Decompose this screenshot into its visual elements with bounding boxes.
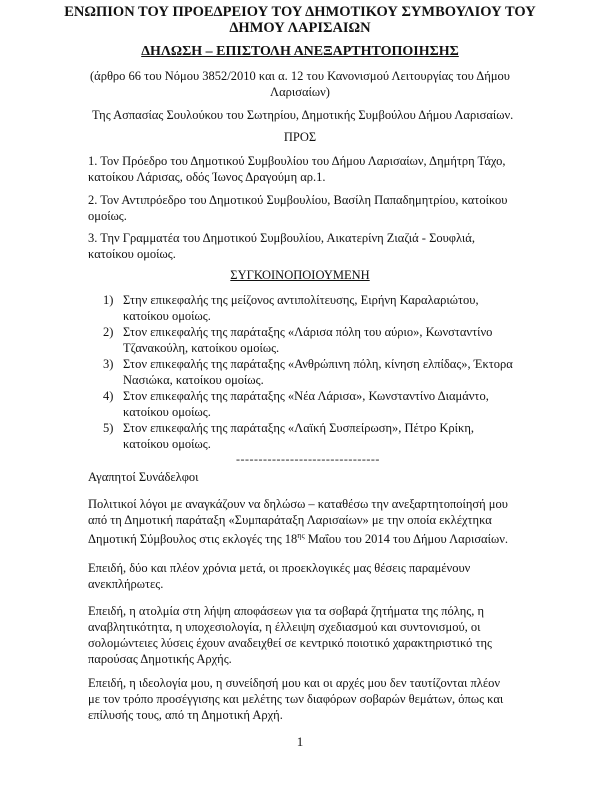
p1-line-3 bbox=[88, 528, 526, 547]
body-paragraph-4 bbox=[88, 675, 526, 723]
p3-line-4: παρούσας Δημοτικής Αρχής. bbox=[88, 652, 232, 666]
body-paragraph-2 bbox=[88, 560, 526, 592]
recipient-3-line-1: 3. Την Γραμματέα του Δημοτικού Συμβουλίου, Αικατερίνη Ζιαζιά - Σουφλιά, bbox=[88, 231, 475, 245]
p2-line-2: ανεκπλήρωτες. bbox=[88, 577, 164, 591]
cc-item-line-2: κατοίκου ομοίως. bbox=[123, 437, 211, 451]
cc-item-5 bbox=[103, 420, 526, 452]
to-heading: ΠΡΟΣ bbox=[283, 130, 317, 144]
cc-item-number: 5) bbox=[103, 421, 114, 435]
p1-line-2: από τη Δημοτική παράταξη «Συμπαράταξη Λαρισαίων» με την οποία εκλέχτηκα bbox=[88, 513, 492, 527]
legal-reference-line-1: (άρθρο 66 του Νόμου 3852/2010 και α. 12 του Κανονισμού Λειτουργίας του Δήμου bbox=[90, 69, 510, 83]
p1-line-1: Πολιτικοί λόγοι με αναγκάζουν να δηλώσω – καταθέσω την ανεξαρτητοποίησή μου bbox=[88, 497, 508, 511]
page-number: 1 bbox=[296, 734, 304, 749]
p3-line-3: σολομώντειες λύσεις έχουν αναδειχθεί σε κεντρικό ποιοτικό χαρακτηριστικό της bbox=[88, 636, 492, 650]
recipient-2-line-1: 2. Τον Αντιπρόεδρο του Δημοτικού Συμβουλίου, Βασίλη Παπαδημητρίου, κατοίκου bbox=[88, 193, 508, 207]
cc-item-line-2: Τζανακούλη, κατοίκου ομοίως. bbox=[123, 341, 280, 355]
p3-line-2: αναβλητικότητα, η υποχεσιολογία, η έλλειψη σχεδιασμού και συντονισμού, οι bbox=[88, 620, 481, 634]
cc-item-number: 1) bbox=[103, 293, 114, 307]
cc-item-4 bbox=[103, 388, 526, 420]
cc-item-line-2: κατοίκου ομοίως. bbox=[123, 309, 211, 323]
document-subtitle: ΔΗΛΩΣΗ – ΕΠΙΣΤΟΛΗ ΑΝΕΞΑΡΤΗΤΟΠΟΙΗΣΗΣ bbox=[141, 44, 459, 59]
recipient-3 bbox=[88, 230, 526, 262]
recipient-1-line-1: 1. Τον Πρόεδρο του Δημοτικού Συμβουλίου του Δήμου Λαρισαίων, Δημήτρη Τάχο, bbox=[88, 154, 506, 168]
recipient-2 bbox=[88, 192, 526, 224]
cc-heading: ΣΥΓΚΟΙΝΟΠΟΙΟΥΜΕΝΗ bbox=[230, 268, 370, 282]
recipient-1-line-2: κατοίκου Λάρισας, οδός Ίωνος Δραγούμη αρ.1. bbox=[88, 170, 326, 184]
p4-line-2: με τον τρόπο προσέγγισης και μελέτης των διαφόρων σοβαρών θεμάτων, όπως και bbox=[88, 692, 504, 706]
cc-item-line-1: Στον επικεφαλής της παράταξης «Λαϊκή Συσπείρωση», Πέτρο Κρίκη, bbox=[123, 421, 474, 435]
cc-item-line-2: Νασιώκα, κατοίκου ομοίως. bbox=[123, 373, 264, 387]
document-header bbox=[60, 4, 540, 36]
cc-item-3 bbox=[103, 356, 526, 388]
cc-item-2 bbox=[103, 324, 526, 356]
cc-item-number: 2) bbox=[103, 325, 114, 339]
cc-item-line-2: κατοίκου ομοίως. bbox=[123, 405, 211, 419]
recipient-2-line-2: ομοίως. bbox=[88, 209, 127, 223]
cc-item-line-1: Στον επικεφαλής της παράταξης «Νέα Λάρισα», Κωνσταντίνο Διαμάντο, bbox=[123, 389, 489, 403]
p1-line-3-text: Δημοτική Σύμβουλος στις εκλογές της 18 bbox=[88, 532, 298, 547]
cc-item-line-1: Στον επικεφαλής της παράταξης «Λάρισα πόλη του αύριο», Κωνσταντίνο bbox=[123, 325, 493, 339]
p2-line-1: Επειδή, δύο και πλέον χρόνια μετά, οι προεκλογικές μας θέσεις παραμένουν bbox=[88, 561, 471, 575]
legal-reference-line-2: Λαρισαίων) bbox=[270, 85, 330, 99]
ordinal-suffix: ης bbox=[297, 531, 305, 540]
recipient-3-line-2: κατοίκου ομοίως. bbox=[88, 247, 176, 261]
header-line-2: ΔΗΜΟΥ ΛΑΡΙΣΑΙΩΝ bbox=[229, 20, 371, 36]
p3-line-1: Επειδή, η ατολμία στη λήψη αποφάσεων για τα σοβαρά ζητήματα της πόλης, η bbox=[88, 604, 485, 618]
legal-reference bbox=[60, 68, 540, 100]
p4-line-3: επίλυσής τους, από τη Δημοτική Αρχή. bbox=[88, 708, 283, 722]
body-paragraph-3 bbox=[88, 603, 526, 667]
separator-line: -------------------------------- bbox=[236, 452, 380, 466]
greeting: Αγαπητοί Συνάδελφοι bbox=[88, 470, 199, 484]
cc-item-number: 3) bbox=[103, 357, 114, 371]
cc-item-number: 4) bbox=[103, 389, 114, 403]
cc-item-line-1: Στον επικεφαλής της παράταξης «Ανθρώπινη πόλη, κίνηση ελπίδας», Έκτορα bbox=[123, 357, 513, 371]
body-paragraph-1 bbox=[88, 496, 526, 547]
p1-line-3-tail: Μαΐου του 2014 του Δήμου Λαρισαίων. bbox=[304, 532, 508, 547]
header-line-1: ΕΝΩΠΙΟΝ ΤΟΥ ΠΡΟΕΔΡΕΙΟΥ ΤΟΥ ΔΗΜΟΤΙΚΟΥ ΣΥΜΒΟΥΛΙΟΥ ΤΟΥ bbox=[64, 4, 536, 20]
recipient-1 bbox=[88, 153, 526, 185]
from-line: Της Ασπασίας Σουλούκου του Σωτηρίου, Δημοτικής Συμβούλου Δήμου Λαρισαίων. bbox=[92, 108, 514, 122]
cc-item-1 bbox=[103, 292, 526, 324]
p4-line-1: Επειδή, η ιδεολογία μου, η συνείδησή μου και οι αρχές μου δεν ταυτίζονται πλέον bbox=[88, 676, 501, 690]
cc-item-line-1: Στην επικεφαλής της μείζονος αντιπολίτευσης, Ειρήνη Καραλαριώτου, bbox=[123, 293, 479, 307]
